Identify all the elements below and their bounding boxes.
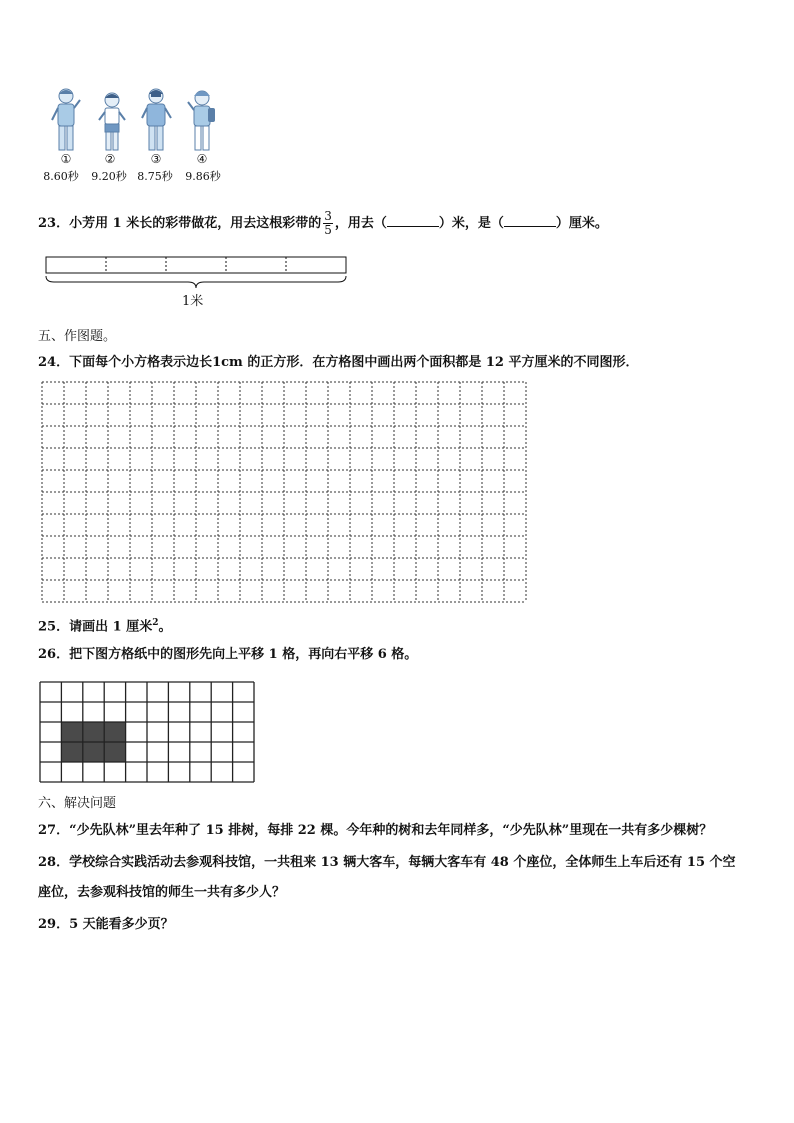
section-5-heading: 五、作图题。 [38,329,117,344]
fraction-numerator: 3 [324,209,332,223]
question-number: 23． [38,216,70,231]
figure-time-3: 8.75秒 [137,170,173,183]
question-tail: 。 [158,619,172,635]
child-figure-2 [94,86,130,154]
ribbon-label: 1米 [182,294,204,309]
figure-number-3: ③ [150,152,162,166]
question-number: 25． [38,619,70,635]
question-text: “少先队林”里去年种了 15 排树，每排 22 棵。今年种的树和去年同样多，“少先队林”里现在一共有多少棵树？ [69,823,713,838]
fraction-denominator: 5 [324,223,332,237]
child-figure-1 [48,86,84,154]
question-28-continued: 座位，去参观科技馆的师生一共有多少人？ [38,885,286,900]
question-number: 28． [38,855,70,870]
question-text: 下面每个小方格表示边长1cm 的正方形．在方格图中画出两个面积都是 12 平方厘米的不同图形． [69,355,639,370]
question-23 [38,210,608,237]
figure-number-4: ④ [196,152,208,166]
question-25 [38,614,171,636]
question-24 [38,354,638,372]
question-27 [38,822,712,840]
question-text-line-1: 学校综合实践活动去参观科技馆，一共租来 13 辆大客车，每辆大客车有 48 个座位，全体师生上车后还有 15 个空 [69,855,736,870]
question-text: 5 天能看多少页？ [69,917,174,932]
answer-blank-1[interactable] [387,214,439,227]
question-text-3: ）米，是（ [438,216,504,231]
question-number: 24． [38,355,70,370]
section-6-heading: 六、解决问题 [38,796,117,811]
question-28 [38,854,736,872]
answer-blank-2[interactable] [504,214,556,227]
figure-time-4: 9.86秒 [185,170,221,183]
question-number: 29． [38,917,70,932]
dashed-square-grid[interactable] [40,380,528,606]
question-number: 26． [38,647,70,662]
figure-number-1: ① [60,152,72,166]
figure-time-1: 8.60秒 [43,170,79,183]
question-29 [38,916,174,934]
figure-time-2: 9.20秒 [91,170,127,183]
question-text-4: ）厘米。 [555,216,608,231]
question-text: 把下图方格纸中的图形先向上平移 1 格，再向右平移 6 格。 [69,647,418,662]
child-figure-3 [138,86,174,154]
question-text: 请画出 1 厘米 [69,619,153,635]
question-text-2: ，用去（ [334,216,387,231]
fraction-three-fifths [323,210,333,237]
question-26 [38,646,417,664]
superscript: 2 [152,618,159,628]
question-number: 27． [38,823,70,838]
figure-number-2: ② [104,152,116,166]
translation-grid[interactable] [38,680,260,784]
child-figure-4 [184,86,220,154]
question-text: 小芳用 1 米长的彩带做花，用去这根彩带的 [69,216,322,231]
